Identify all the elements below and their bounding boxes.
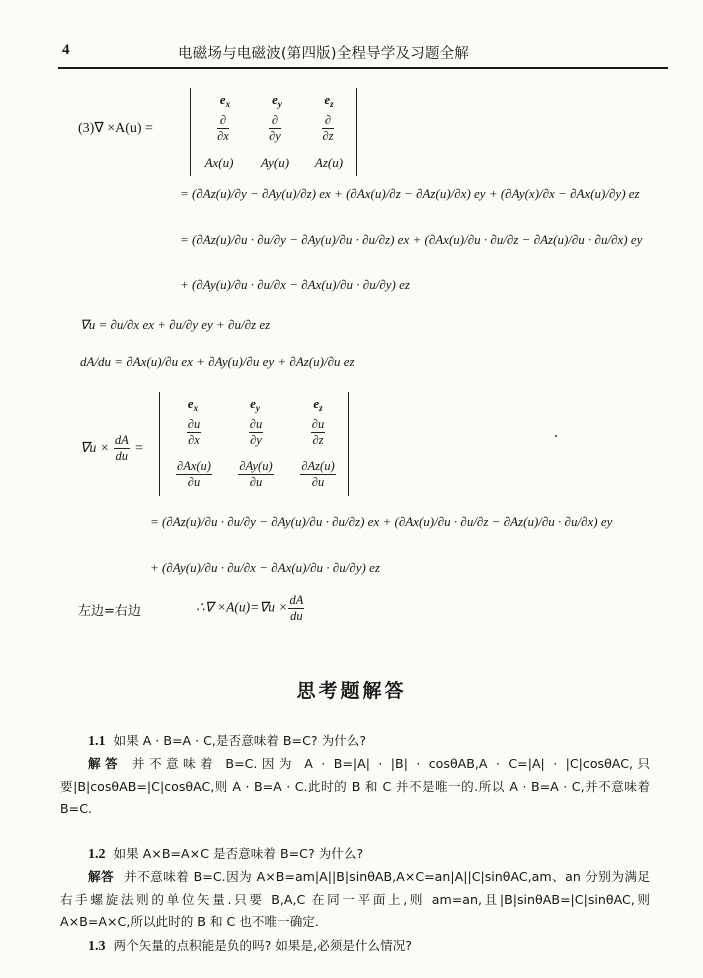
curl-expansion-line-1: = (∂Az(u)/∂y − ∂Ay(u)/∂z) ex + (∂Ax(u)/∂z − ∂Az(u)/∂x) ey + (∂Ay(x)/∂x − ∂Ax(u)/∂y) ez: [180, 186, 640, 201]
det2-r1c1: $e_x$: [187, 396, 199, 413]
answer-1-1: 解答 并不意味着 B=C.因为 A · B=|A| · |B| · cosθAB,A · C=|A| · |C|cosθAC,只要|B|cosθAB=|C|cosθAC,则 A · B=A · C.此时的 B 和 C 并不是唯一的.所以 A · B=A · C,并不意味着 B=C.: [60, 756, 650, 816]
det1-r2c1: $\frac{\partial}{\partial x}$: [217, 113, 229, 144]
det1-r3c3: Az(u): [314, 155, 344, 170]
scan-speck: [555, 435, 557, 437]
cross-label: ∇u × $\frac{dA}{du}$ =: [80, 433, 144, 464]
question-1-3: 1.3 两个矢量的点积能是负的吗? 如果是,必须是什么情况?: [88, 938, 412, 954]
det2-r2c2: $\frac{\partial u}{\partial y}$: [249, 417, 263, 448]
det1-right-bar: [356, 88, 357, 176]
question-1-1: 1.1 如果 A · B=A · C,是否意味着 B=C? 为什么?: [88, 733, 367, 749]
page-number: 4: [62, 42, 70, 58]
cross-expansion-line-1: = (∂Az(u)/∂u · ∂u/∂y − ∂Ay(u)/∂u · ∂u/∂z) ex + (∂Ax(u)/∂u · ∂u/∂z − ∂Az(u)/∂u · ∂u/∂x) ey: [150, 514, 613, 529]
running-header-title: 电磁场与电磁波(第四版)全程导学及习题全解: [178, 46, 470, 62]
det1-r1c3: $e_z$: [324, 92, 334, 109]
curl-expansion-line-2: = (∂Az(u)/∂u · ∂u/∂y − ∂Ay(u)/∂u · ∂u/∂z) ex + (∂Ax(u)/∂u · ∂u/∂z − ∂Az(u)/∂u · ∂u/∂x) ey: [180, 232, 643, 247]
cross-expansion-line-2: + (∂Ay(u)/∂u · ∂u/∂x − ∂Ax(u)/∂u · ∂u/∂y) ez: [150, 560, 380, 575]
det2-r1c2: $e_y$: [250, 396, 260, 413]
det2-r3c1: $\frac{\partial Ax(u)}{\partial u}$: [177, 459, 211, 490]
conclusion-left: 左边=右边: [78, 604, 141, 619]
det2-right-bar: [348, 392, 349, 496]
det2-left-bar: [159, 392, 160, 496]
gradient-u-formula: ∇u = ∂u/∂x ex + ∂u/∂y ey + ∂u/∂z ez: [80, 317, 271, 332]
det2-r1c3: $e_z$: [313, 396, 323, 413]
header-rule: [58, 67, 668, 69]
det2-r2c3: $\frac{\partial u}{\partial z}$: [311, 417, 325, 448]
conclusion-right: ∴∇ ×A(u)=∇u × $\frac{dA}{du}$: [196, 593, 304, 624]
curl-expansion-line-3: + (∂Ay(u)/∂u · ∂u/∂x − ∂Ax(u)/∂u · ∂u/∂y) ez: [180, 277, 410, 292]
det1-r2c2: $\frac{\partial}{\partial y}$: [269, 113, 281, 144]
section-title: 思考题解答: [296, 680, 407, 702]
question-1-2: 1.2 如果 A×B=A×C 是否意味着 B=C? 为什么?: [88, 846, 364, 862]
det1-r1c2: $e_y$: [272, 92, 282, 109]
det2-r3c3: $\frac{\partial Az(u)}{\partial u}$: [301, 459, 335, 490]
answer-1-2: 解答 并不意味着 B=C.因为 A×B=am|A||B|sinθAB,A×C=an|A||C|sinθAC,am、an 分别为满足右手螺旋法则的单位矢量.只要 B,A,C 在同一平面上,则 am=an,且|B|sinθAB=|C|sinθAC,则 A×B=A×C,所以此时的 B 和 C 也不唯一确定.: [60, 869, 650, 929]
dA-du-formula: dA/du = ∂Ax(u)/∂u ex + ∂Ay(u)/∂u ey + ∂Az(u)/∂u ez: [80, 354, 355, 369]
curl-label: (3)∇ ×A(u) =: [78, 121, 153, 136]
det2-r3c2: $\frac{\partial Ay(u)}{\partial u}$: [239, 459, 273, 490]
det1-r3c2: Ay(u): [260, 155, 290, 170]
det2-r2c1: $\frac{\partial u}{\partial x}$: [187, 417, 201, 448]
det1-r1c1: $e_x$: [219, 92, 231, 109]
det1-r2c3: $\frac{\partial}{\partial z}$: [322, 113, 334, 144]
det1-r3c1: Ax(u): [204, 155, 234, 170]
